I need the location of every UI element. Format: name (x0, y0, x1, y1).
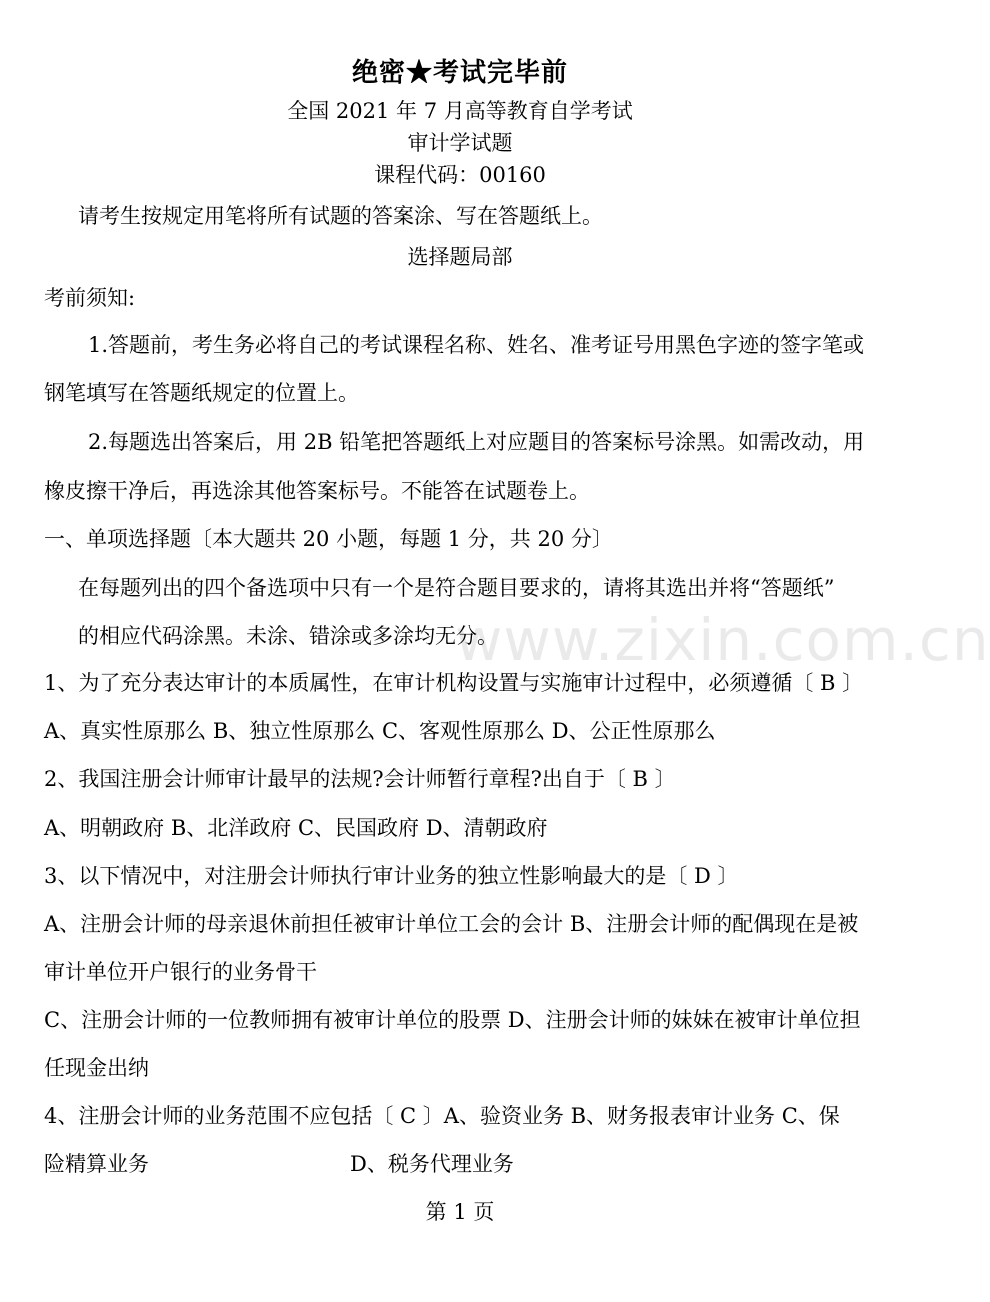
question-2-options: A、明朝政府 B、北洋政府 C、民国政府 D、清朝政府 (44, 816, 548, 840)
part1-desc-line-1: 在每题列出的四个备选项中只有一个是符合题目要求的，请将其选出并将“答题纸” (78, 576, 835, 600)
question-4-line-2-left: 险精算业务 (44, 1152, 149, 1176)
question-3-options-line-4: 任现金出纳 (44, 1056, 149, 1080)
confidential-title: 绝密★考试完毕前 (351, 58, 568, 88)
instruction-text: 请考生按规定用笔将所有试题的答案涂、写在答题纸上。 (78, 204, 603, 228)
exam-name: 全国 2021 年 7 月高等教育自学考试 (287, 99, 633, 123)
part1-desc-line-2: 的相应代码涂黑。未涂、错涂或多涂均无分。 (78, 624, 498, 648)
notice-item-1-line-2: 钢笔填写在答题纸规定的位置上。 (44, 381, 359, 405)
question-3: 3、以下情况中，对注册会计师执行审计业务的独立性影响最大的是〔 D 〕 (44, 864, 739, 888)
question-3-options-line-1: A、注册会计师的母亲退休前担任被审计单位工会的会计 B、注册会计师的配偶现在是被 (44, 912, 859, 936)
notice-item-2-line-1: 2.每题选出答案后，用 2B 铅笔把答题纸上对应题目的答案标号涂黑。如需改动，用 (88, 430, 865, 454)
part1-heading: 一、单项选择题〔本大题共 20 小题，每题 1 分，共 20 分〕 (44, 527, 613, 551)
question-4-line-1: 4、注册会计师的业务范围不应包括〔 C 〕A、验资业务 B、财务报表审计业务 C、保 (44, 1104, 840, 1128)
notice-item-2-line-2: 橡皮擦干净后，再选涂其他答案标号。不能答在试题卷上。 (44, 479, 590, 503)
question-3-options-line-3: C、注册会计师的一位教师拥有被审计单位的股票 D、注册会计师的妹妹在被审计单位担 (44, 1008, 861, 1032)
question-1: 1、为了充分表达审计的本质属性，在审计机构设置与实施审计过程中，必须遵循〔 B 〕 (44, 671, 864, 695)
question-1-options: A、真实性原那么 B、独立性原那么 C、客观性原那么 D、公正性原那么 (44, 719, 716, 743)
notice-heading: 考前须知: (44, 286, 136, 310)
question-2: 2、我国注册会计师审计最早的法规?会计师暂行章程?出自于〔 B 〕 (44, 767, 676, 791)
watermark: www.zixin.com.cn (455, 606, 990, 674)
page-number: 第 1 页 (425, 1200, 495, 1224)
section-title: 选择题局部 (407, 245, 513, 269)
question-3-options-line-2: 审计单位开户银行的业务骨干 (44, 960, 317, 984)
question-4-line-2-right: D、税务代理业务 (350, 1152, 514, 1176)
subject-title: 审计学试题 (407, 131, 513, 155)
course-code: 课程代码：00160 (374, 163, 546, 187)
notice-item-1-line-1: 1.答题前，考生务必将自己的考试课程名称、姓名、准考证号用黑色字迹的签字笔或 (88, 333, 865, 357)
